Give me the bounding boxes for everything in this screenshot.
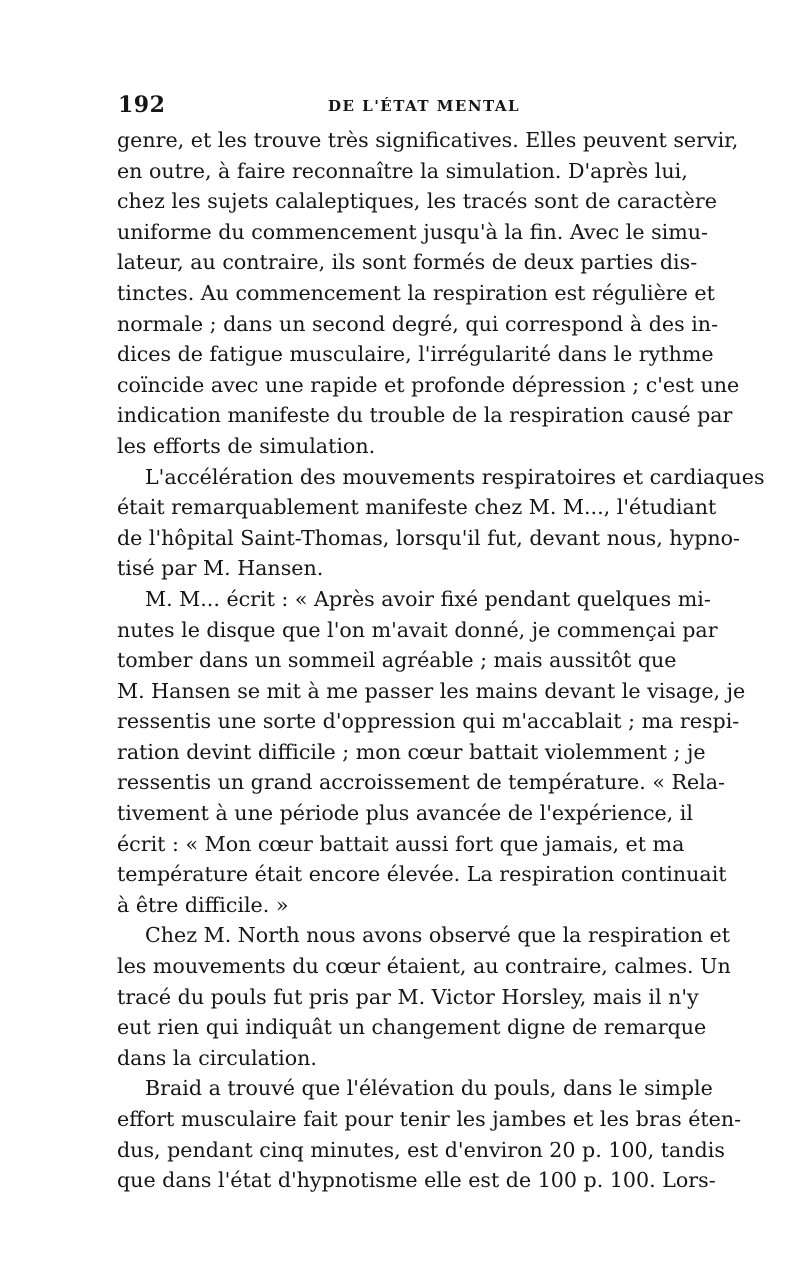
text-line: tivement à une période plus avancée de l'expérience, il [117, 801, 693, 826]
text-line: tracé du pouls fut pris par M. Victor Horsley, mais il n'y [117, 984, 699, 1009]
body-text [117, 125, 765, 1196]
text-line: était remarquablement manifeste chez M. M..., l'étudiant [117, 495, 717, 520]
text-line: en outre, à faire reconnaître la simulation. D'après lui, [117, 158, 688, 183]
paragraph [117, 920, 731, 1073]
text-line: ressentis un grand accroissement de température. « Rela- [117, 770, 725, 795]
text-line: chez les sujets calaleptiques, les tracés sont de caractère [117, 189, 717, 214]
text-line: écrit : « Mon cœur battait aussi fort que jamais, et ma [117, 831, 685, 856]
text-line: lateur, au contraire, ils sont formés de deux parties dis- [117, 250, 698, 275]
running-head: DE L'ÉTAT MENTAL [328, 97, 521, 115]
paragraph [117, 125, 740, 462]
text-line: Braid a trouvé que l'élévation du pouls, dans le simple [145, 1076, 713, 1101]
text-line: tinctes. Au commencement la respiration est régulière et [117, 280, 715, 305]
text-line: indication manifeste du trouble de la respiration causé par [117, 403, 733, 428]
text-line: M. M... écrit : « Après avoir fixé pendant quelques mi- [145, 586, 711, 611]
text-line: dus, pendant cinq minutes, est d'environ 20 p. 100, tandis [117, 1137, 725, 1162]
text-line: température était encore élevée. La respiration continuait [117, 862, 727, 887]
text-line: eut rien qui indiquât un changement digne de remarque [117, 1015, 707, 1040]
text-line: effort musculaire fait pour tenir les jambes et les bras éten- [117, 1107, 742, 1131]
text-line: nutes le disque que l'on m'avait donné, je commençai par [117, 617, 718, 642]
text-line: à être difficile. » [117, 892, 289, 917]
page-number: 192 [118, 92, 166, 118]
text-line: de l'hôpital Saint-Thomas, lorsqu'il fut, devant nous, hypno- [117, 525, 741, 550]
text-line: M. Hansen se mit à me passer les mains devant le visage, je [117, 678, 746, 703]
text-line: les efforts de simulation. [117, 433, 376, 458]
paragraph [117, 584, 746, 921]
text-line: coïncide avec une rapide et profonde dépression ; c'est une [117, 372, 740, 397]
text-line: tisé par M. Hansen. [117, 556, 324, 581]
text-line: uniforme du commencement jusqu'à la fin. Avec le simu- [117, 219, 709, 244]
paragraph [117, 462, 765, 584]
text-line: ressentis une sorte d'oppression qui m'accablait ; ma respi- [117, 709, 740, 734]
text-line: Chez M. North nous avons observé que la respiration et [145, 923, 731, 948]
text-line: tomber dans un sommeil agréable ; mais aussitôt que [117, 648, 677, 673]
text-line: dans la circulation. [117, 1045, 317, 1070]
text-line: normale ; dans un second degré, qui correspond à des in- [117, 311, 719, 336]
text-line: les mouvements du cœur étaient, au contraire, calmes. Un [117, 954, 731, 979]
text-line: genre, et les trouve très significatives. Elles peuvent servir, [117, 128, 739, 152]
text-line: ration devint difficile ; mon cœur battait violemment ; je [117, 739, 706, 764]
paragraph [117, 1073, 742, 1195]
text-line: L'accélération des mouvements respiratoires et cardiaques [145, 464, 765, 489]
text-line: que dans l'état d'hypnotisme elle est de 100 p. 100. Lors- [117, 1168, 716, 1193]
page-header [118, 90, 678, 120]
text-line: dices de fatigue musculaire, l'irrégularité dans le rythme [117, 342, 714, 367]
